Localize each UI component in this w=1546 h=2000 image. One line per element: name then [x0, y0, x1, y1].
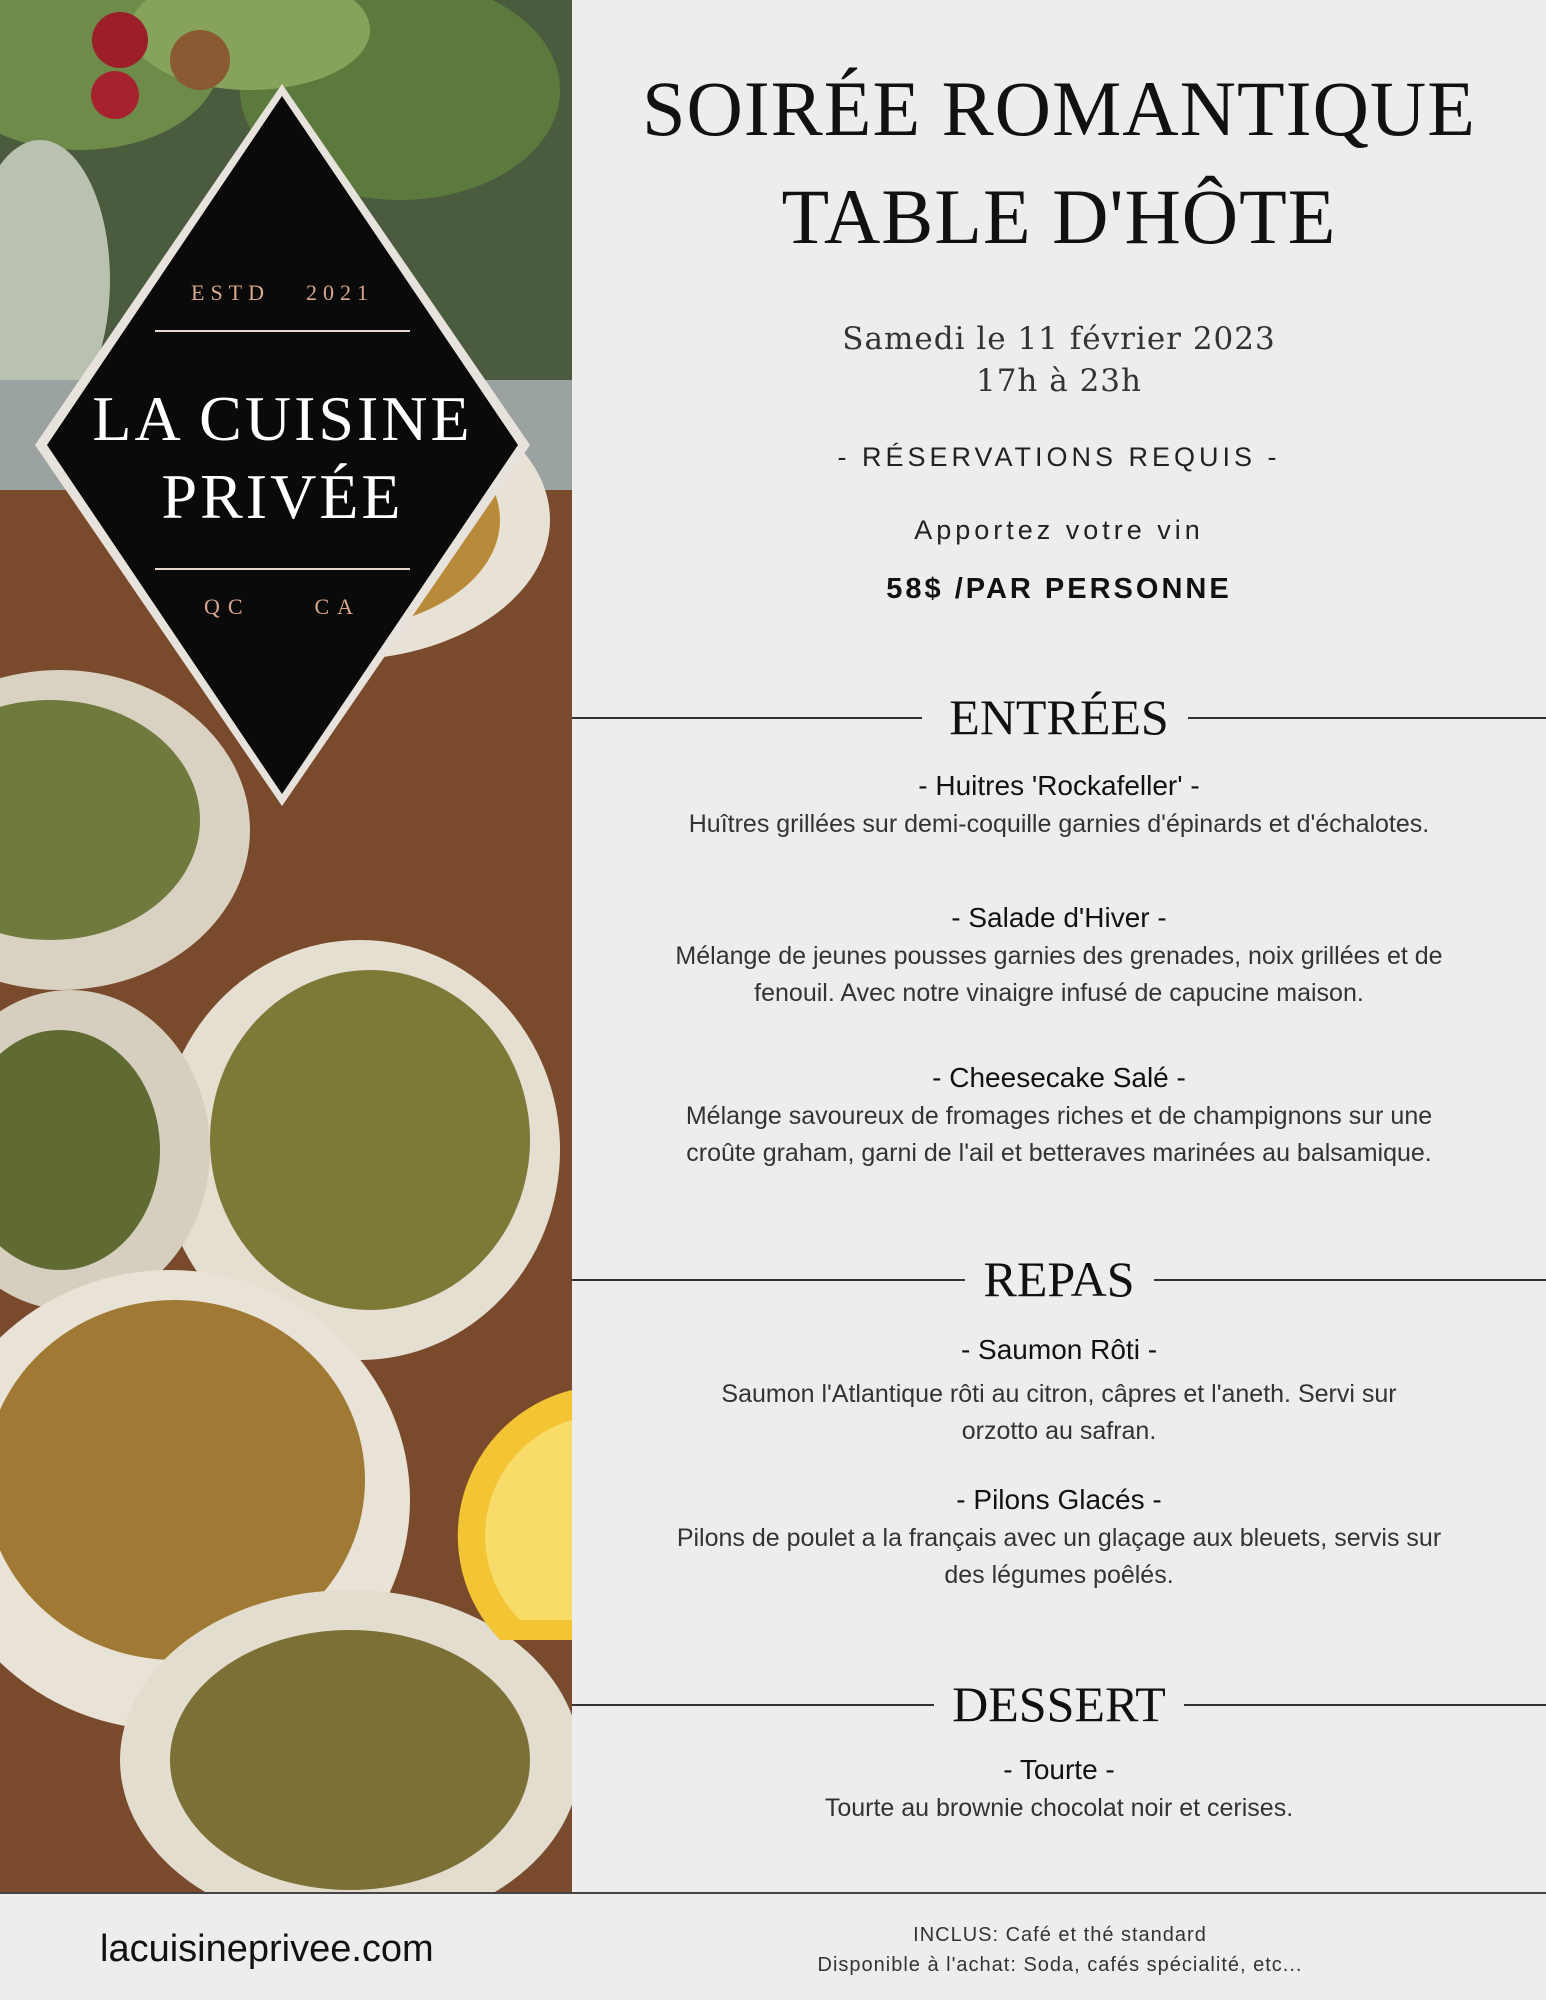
logo-name-line2: PRIVÉE: [161, 461, 404, 532]
menu-item: [572, 1332, 1546, 1450]
description-line: Mélange savoureux de fromages riches et de champignons sur une: [685, 1102, 1433, 1130]
description-line: orzotto au safran.: [961, 1417, 1157, 1445]
section-title-entrees: ENTRÉES: [931, 689, 1186, 745]
menu-item: [572, 900, 1546, 1012]
menu-item: [572, 1482, 1546, 1594]
logo-country: CA: [314, 594, 362, 619]
event-date: [572, 318, 1546, 402]
menu-item-description: [572, 1098, 1546, 1172]
website-link[interactable]: lacuisineprivee.com: [100, 1928, 434, 1970]
title-line2: TABLE D'HÔTE: [781, 173, 1337, 260]
menu-item: [572, 1752, 1546, 1827]
description-line: Saumon l'Atlantique rôti au citron, câpres et l'aneth. Servi sur: [721, 1380, 1397, 1408]
food-photo: [0, 0, 572, 1892]
menu-item-name: - Tourte -: [1003, 1754, 1115, 1785]
page-title: [572, 55, 1546, 271]
menu-item-name: - Cheesecake Salé -: [932, 1062, 1186, 1093]
menu-content: [572, 0, 1546, 1892]
menu-item: [572, 768, 1546, 843]
logo-location: [30, 594, 535, 620]
logo-estd-year: 2021: [306, 280, 374, 305]
section-heading-dessert: [572, 1674, 1546, 1734]
menu-item: [572, 1060, 1546, 1172]
hours-text: 17h à 23h: [975, 363, 1142, 399]
logo-name: [30, 380, 535, 536]
description-line: des légumes poêlés.: [944, 1561, 1174, 1589]
menu-item-description: Huîtres grillées sur demi-coquille garnies d'épinards et d'échalotes.: [688, 810, 1430, 838]
price-per-person: 58$ /PAR PERSONNE: [886, 573, 1232, 605]
available-text: Disponible à l'achat: Soda, cafés spécialité, etc...: [817, 1954, 1303, 1976]
description-line: croûte graham, garni de l'ail et betteraves marinées au balsamique.: [686, 1139, 1432, 1167]
restaurant-logo: [30, 80, 535, 810]
section-title-dessert: DESSERT: [934, 1676, 1184, 1732]
description-line: fenouil. Avec notre vinaigre infusé de capucine maison.: [754, 979, 1364, 1007]
menu-item-name: - Huitres 'Rockafeller' -: [918, 770, 1200, 801]
description-line: Mélange de jeunes pousses garnies des grenades, noix grillées et de: [675, 942, 1443, 970]
menu-item-description: [572, 1520, 1546, 1594]
title-line1: SOIRÉE ROMANTIQUE: [642, 65, 1476, 152]
section-title-repas: REPAS: [965, 1251, 1152, 1307]
menu-item-name: - Pilons Glacés -: [956, 1484, 1162, 1515]
included-text: INCLUS: Café et thé standard: [913, 1924, 1207, 1946]
bring-wine-notice: Apportez votre vin: [914, 515, 1204, 545]
menu-item-description: [572, 1376, 1546, 1450]
menu-item-description: Tourte au brownie chocolat noir et cerises.: [824, 1794, 1294, 1822]
menu-item-name: - Salade d'Hiver -: [951, 902, 1167, 933]
logo-name-line1: LA CUISINE: [92, 383, 473, 454]
date-text: Samedi le 11 février 2023: [842, 321, 1276, 357]
logo-established: [30, 280, 535, 306]
menu-item-description: [572, 938, 1546, 1012]
logo-divider-top: [155, 330, 410, 332]
section-heading-repas: [572, 1249, 1546, 1309]
logo-divider-bottom: [155, 568, 410, 570]
footer: [0, 1892, 1546, 2000]
description-line: Pilons de poulet a la français avec un glaçage aux bleuets, servis sur: [676, 1524, 1442, 1552]
section-heading-entrees: [572, 687, 1546, 747]
logo-region: QC: [203, 594, 251, 619]
logo-estd-label: ESTD: [191, 280, 270, 305]
menu-item-name: - Saumon Rôti -: [960, 1334, 1158, 1365]
included-notes: [680, 1920, 1440, 1980]
reservations-notice: - RÉSERVATIONS REQUIS -: [837, 442, 1281, 472]
